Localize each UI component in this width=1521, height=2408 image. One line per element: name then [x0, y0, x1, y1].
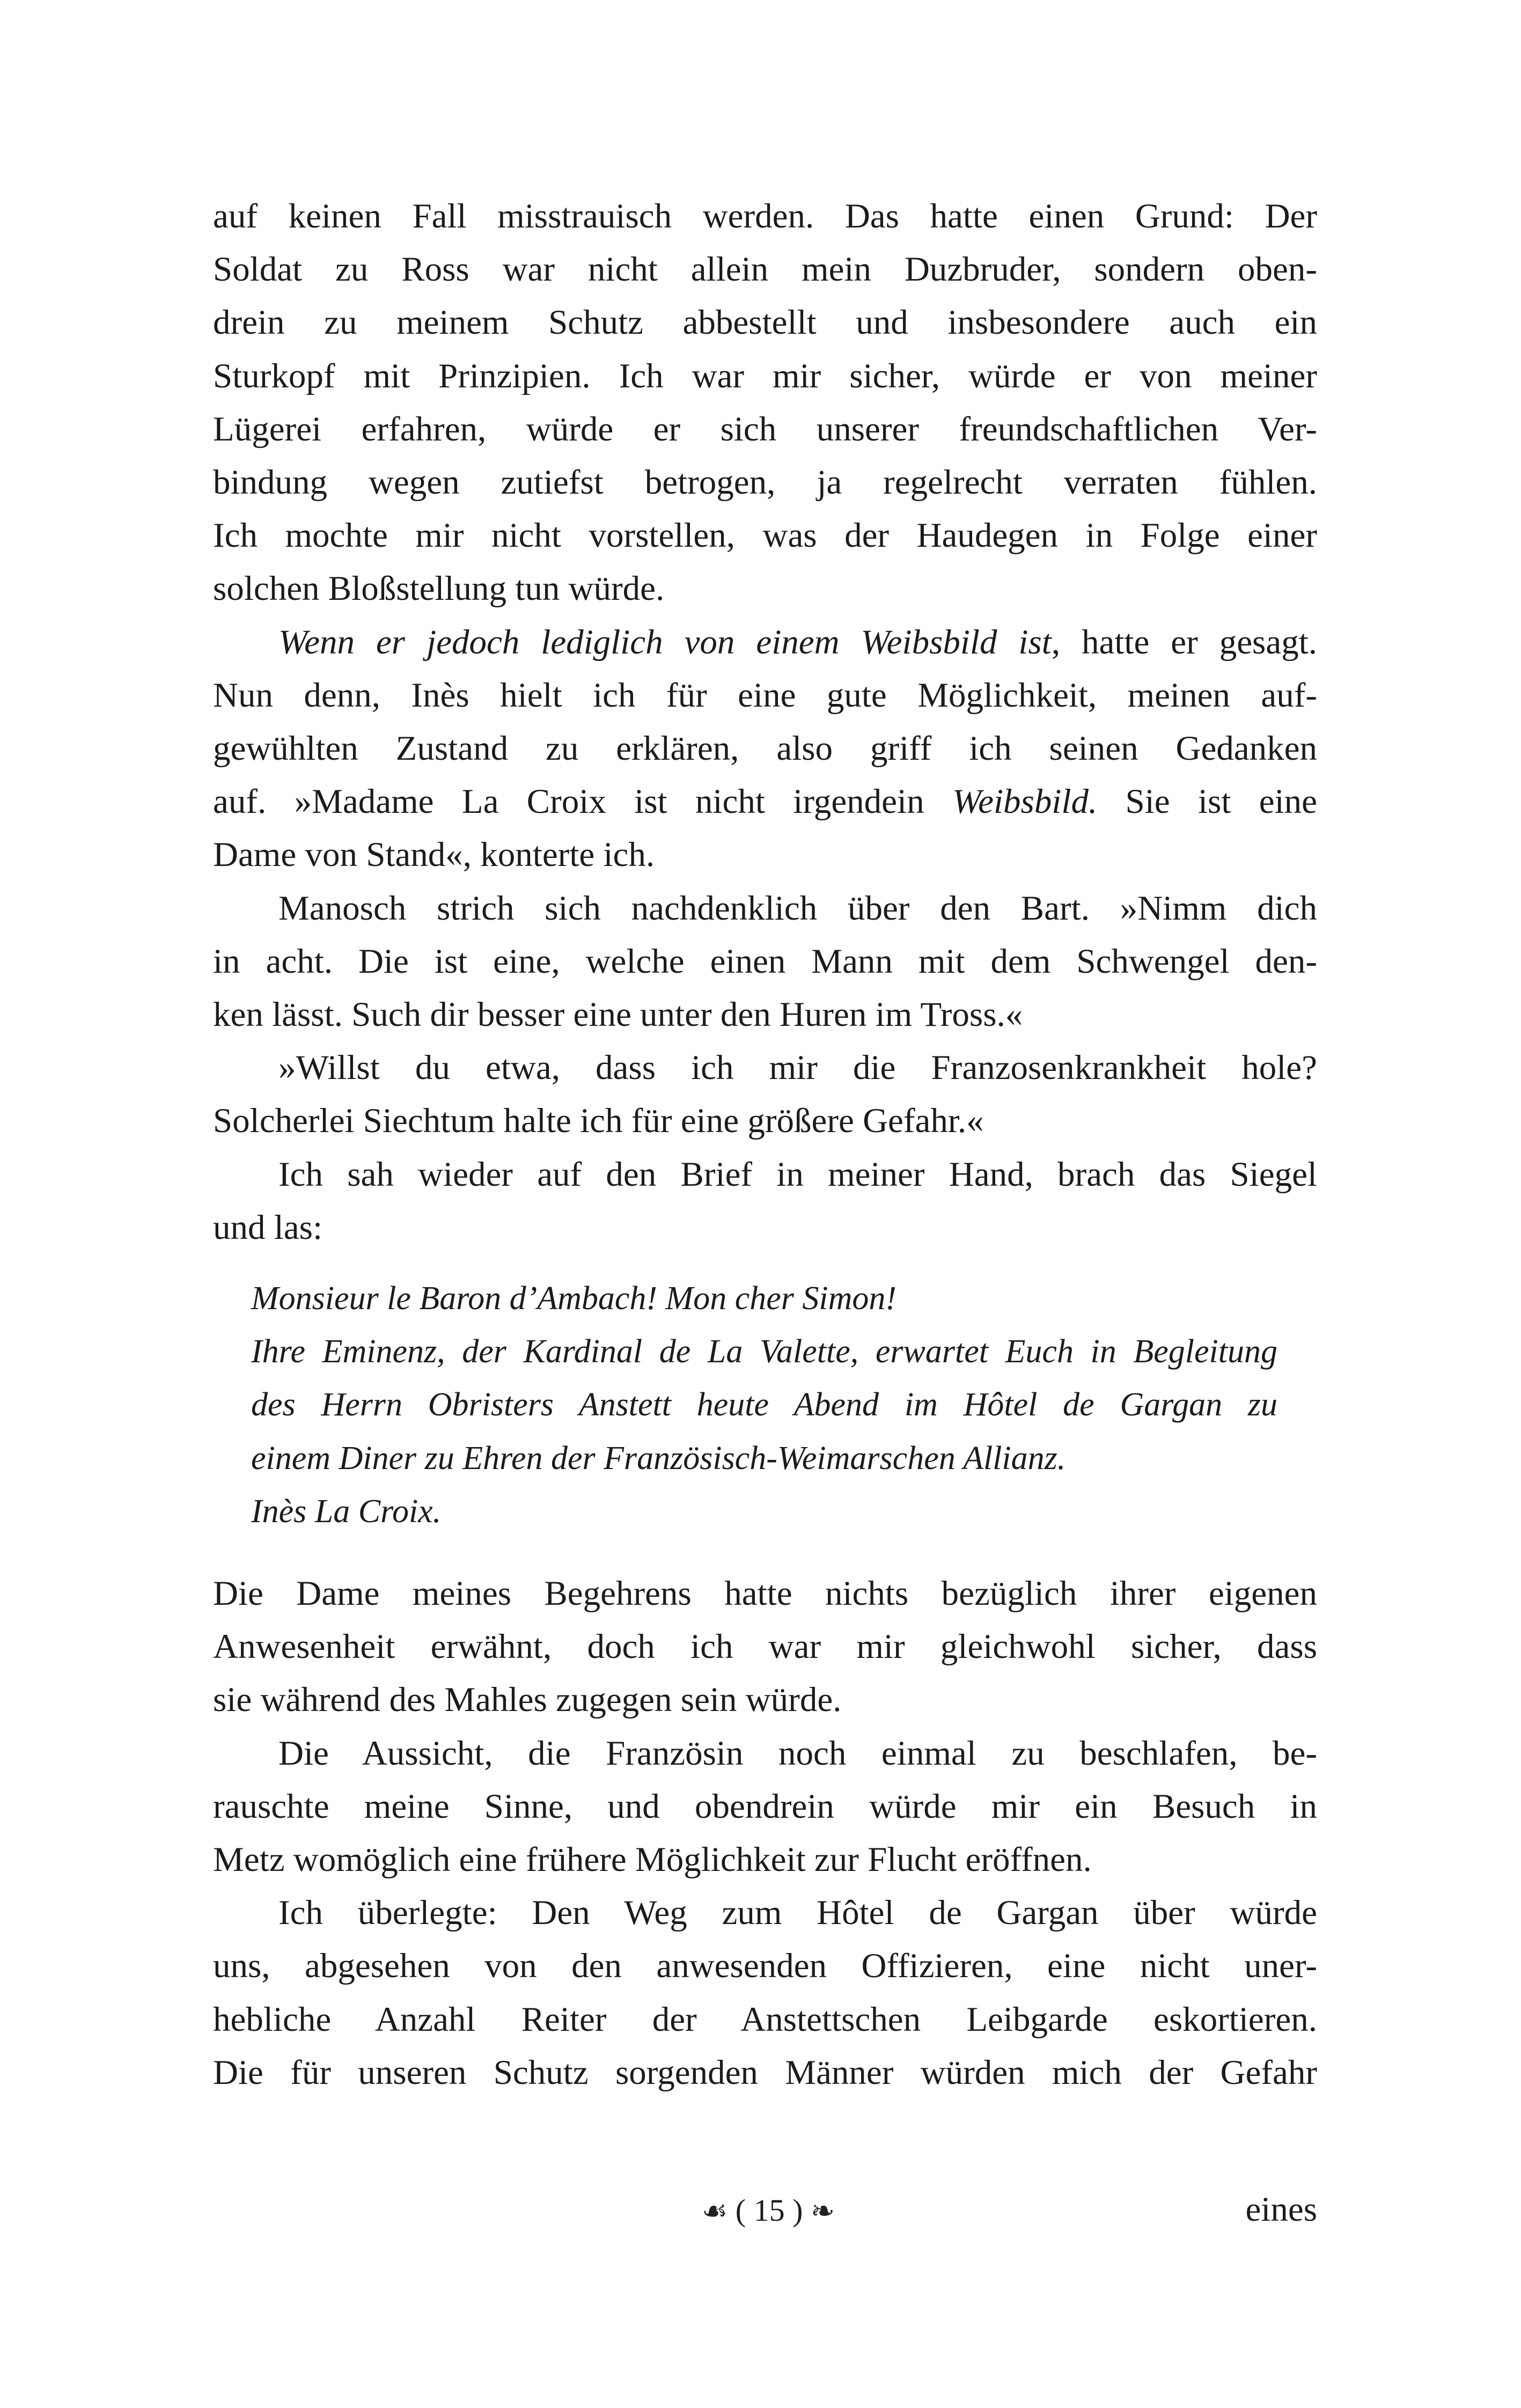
text-line: Soldat zu Ross war nicht allein mein Duzbruder, sondern oben-: [213, 250, 1317, 289]
text-line: sie während des Mahles zugegen sein würde.: [213, 1680, 842, 1720]
text-line: »Willst du etwa, dass ich mir die Franzosenkrankheit hole?: [278, 1048, 1317, 1088]
text-line: und las:: [213, 1208, 323, 1247]
text-line: ken lässt. Such dir besser eine unter den Huren im Tross.«: [213, 995, 1023, 1034]
text-line: bindung wegen zutiefst betrogen, ja regelrecht verraten fühlen.: [213, 463, 1317, 502]
text-line: Dame von Stand«, konterte ich.: [213, 835, 655, 875]
text-line: Ich sah wieder auf den Brief in meiner Hand, brach das Siegel: [278, 1155, 1317, 1194]
text-line: uns, abgesehen von den anwesenden Offizieren, eine nicht uner-: [213, 1947, 1317, 1986]
text-line: Die Aussicht, die Französin noch einmal zu beschlafen, be-: [278, 1734, 1317, 1773]
letter-line: Monsieur le Baron d’Ambach! Mon cher Simon!: [251, 1280, 897, 1317]
letter-line: Ihre Eminenz, der Kardinal de La Valette, erwartet Euch in Begleitung: [251, 1333, 1277, 1370]
text-line: in acht. Die ist eine, welche einen Mann mit dem Schwengel den-: [213, 942, 1317, 981]
ornament-right-icon: ❧: [810, 2194, 835, 2228]
letter-line: Inès La Croix.: [251, 1493, 442, 1530]
text-line: rauschte meine Sinne, und obendrein würde mir ein Besuch in: [213, 1787, 1317, 1826]
catchword: eines: [1245, 2190, 1317, 2229]
page-number: [661, 2184, 876, 2238]
italic-text: Weibsbild.: [952, 782, 1098, 821]
text-line: Lügerei erfahren, würde er sich unserer freundschaftlichen Ver-: [213, 409, 1317, 449]
ornament-left-icon: ☙: [701, 2194, 728, 2228]
text-line: auf keinen Fall misstrauisch werden. Das hatte einen Grund: Der: [213, 197, 1317, 236]
text-line: Ich überlegte: Den Weg zum Hôtel de Gargan über würde: [278, 1893, 1317, 1933]
text-line: Die Dame meines Begehrens hatte nichts bezüglich ihrer eigenen: [213, 1574, 1317, 1613]
text-line: solchen Bloßstellung tun würde.: [213, 569, 665, 608]
text-line: Anwesenheit erwähnt, doch ich war mir gleichwohl sicher, dass: [213, 1627, 1317, 1666]
text-line: Sturkopf mit Prinzipien. Ich war mir sicher, würde er von meiner: [213, 356, 1317, 395]
italic-text: Wenn er jedoch lediglich von einem Weibsbild ist: [278, 622, 1052, 662]
text-segment: auf. »Madame La Croix ist nicht irgendein: [213, 782, 952, 821]
text-segment: , hatte er gesagt.: [1051, 622, 1317, 662]
text-line: Ich mochte mir nicht vorstellen, was der Haudegen in Folge einer: [213, 516, 1317, 555]
text-line: hebliche Anzahl Reiter der Anstettschen Leibgarde eskortieren.: [213, 2000, 1317, 2039]
text-line: Metz womöglich eine frühere Möglichkeit zur Flucht eröffnen.: [213, 1840, 1092, 1879]
text-line: Solcherlei Siechtum halte ich für eine größere Gefahr.«: [213, 1102, 984, 1141]
text-line: [278, 615, 1317, 669]
text-line: drein zu meinem Schutz abbestellt und insbesondere auch ein: [213, 303, 1317, 342]
text-line: gewühlten Zustand zu erklären, also griff ich seinen Gedanken: [213, 729, 1317, 768]
text-line: Manosch strich sich nachdenklich über den Bart. »Nimm dich: [278, 889, 1317, 928]
letter-line: einem Diner zu Ehren der Französisch-Weimarschen Allianz.: [251, 1440, 1066, 1477]
text-line: [213, 775, 1317, 828]
letter-line: des Herrn Obristers Anstett heute Abend im Hôtel de Gargan zu: [251, 1386, 1277, 1423]
text-line: Nun denn, Inès hielt ich für eine gute Möglichkeit, meinen auf-: [213, 676, 1317, 715]
text-segment: Sie ist eine: [1097, 782, 1318, 821]
text-line: Die für unseren Schutz sorgenden Männer würden mich der Gefahr: [213, 2053, 1317, 2092]
page-number-label: ( 15 ): [735, 2193, 803, 2228]
